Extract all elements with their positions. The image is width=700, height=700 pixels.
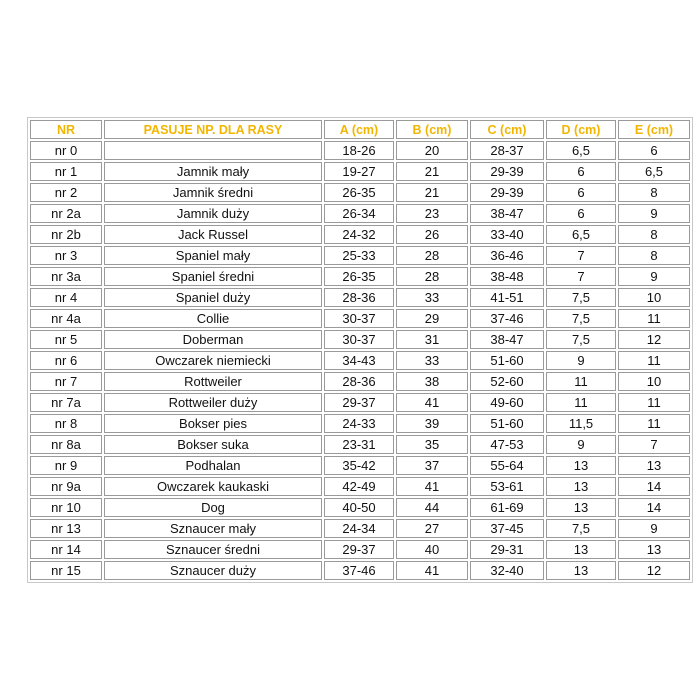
table-row: [30, 162, 690, 181]
cell-e: 8: [618, 246, 690, 265]
cell-a: 24-32: [324, 225, 394, 244]
cell-d: 9: [546, 351, 616, 370]
cell-nr: nr 8a: [30, 435, 102, 454]
cell-a: 18-26: [324, 141, 394, 160]
cell-breed: Jamnik średni: [104, 183, 322, 202]
cell-b: 21: [396, 183, 468, 202]
cell-d: 6: [546, 183, 616, 202]
cell-breed: Podhalan: [104, 456, 322, 475]
cell-c: 38-48: [470, 267, 544, 286]
cell-e: 11: [618, 414, 690, 433]
cell-c: 33-40: [470, 225, 544, 244]
cell-d: 7: [546, 267, 616, 286]
cell-c: 55-64: [470, 456, 544, 475]
cell-c: 29-39: [470, 183, 544, 202]
cell-breed: Sznaucer średni: [104, 540, 322, 559]
cell-e: 11: [618, 309, 690, 328]
cell-e: 10: [618, 288, 690, 307]
cell-nr: nr 4: [30, 288, 102, 307]
cell-breed: Rottweiler duży: [104, 393, 322, 412]
cell-breed: Bokser suka: [104, 435, 322, 454]
cell-nr: nr 9a: [30, 477, 102, 496]
cell-a: 30-37: [324, 330, 394, 349]
cell-breed: Jamnik mały: [104, 162, 322, 181]
cell-a: 28-36: [324, 372, 394, 391]
cell-c: 52-60: [470, 372, 544, 391]
cell-nr: nr 14: [30, 540, 102, 559]
cell-b: 44: [396, 498, 468, 517]
cell-a: 26-35: [324, 183, 394, 202]
cell-b: 23: [396, 204, 468, 223]
cell-breed: Sznaucer duży: [104, 561, 322, 580]
header-row: [30, 120, 690, 139]
table-row: [30, 372, 690, 391]
cell-breed: Owczarek niemiecki: [104, 351, 322, 370]
cell-e: 13: [618, 456, 690, 475]
header-d: D (cm): [546, 120, 616, 139]
cell-breed: Jamnik duży: [104, 204, 322, 223]
cell-a: 37-46: [324, 561, 394, 580]
cell-nr: nr 7: [30, 372, 102, 391]
cell-d: 9: [546, 435, 616, 454]
cell-e: 7: [618, 435, 690, 454]
cell-d: 13: [546, 498, 616, 517]
table-row: [30, 414, 690, 433]
cell-b: 26: [396, 225, 468, 244]
cell-c: 51-60: [470, 414, 544, 433]
cell-breed: Bokser pies: [104, 414, 322, 433]
cell-nr: nr 3a: [30, 267, 102, 286]
cell-a: 19-27: [324, 162, 394, 181]
header-breed: PASUJE NP. DLA RASY: [104, 120, 322, 139]
cell-e: 9: [618, 204, 690, 223]
cell-nr: nr 3: [30, 246, 102, 265]
cell-b: 21: [396, 162, 468, 181]
cell-c: 51-60: [470, 351, 544, 370]
cell-b: 40: [396, 540, 468, 559]
header-a: A (cm): [324, 120, 394, 139]
cell-breed: Spaniel duży: [104, 288, 322, 307]
cell-a: 28-36: [324, 288, 394, 307]
cell-nr: nr 5: [30, 330, 102, 349]
cell-nr: nr 2: [30, 183, 102, 202]
cell-c: 47-53: [470, 435, 544, 454]
cell-b: 33: [396, 351, 468, 370]
cell-c: 36-46: [470, 246, 544, 265]
cell-c: 53-61: [470, 477, 544, 496]
cell-d: 7,5: [546, 330, 616, 349]
cell-d: 7,5: [546, 309, 616, 328]
cell-a: 30-37: [324, 309, 394, 328]
cell-d: 11: [546, 393, 616, 412]
cell-breed: Jack Russel: [104, 225, 322, 244]
cell-breed: Dog: [104, 498, 322, 517]
cell-d: 13: [546, 561, 616, 580]
cell-a: 34-43: [324, 351, 394, 370]
table-row: [30, 225, 690, 244]
table-row: [30, 351, 690, 370]
cell-breed: Owczarek kaukaski: [104, 477, 322, 496]
cell-e: 8: [618, 183, 690, 202]
cell-e: 6: [618, 141, 690, 160]
cell-breed: Rottweiler: [104, 372, 322, 391]
table-row: [30, 498, 690, 517]
table-row: [30, 519, 690, 538]
cell-nr: nr 2a: [30, 204, 102, 223]
table-row: [30, 183, 690, 202]
cell-breed: Sznaucer mały: [104, 519, 322, 538]
cell-breed: Doberman: [104, 330, 322, 349]
cell-breed: Spaniel mały: [104, 246, 322, 265]
cell-nr: nr 8: [30, 414, 102, 433]
cell-b: 38: [396, 372, 468, 391]
table-row: [30, 288, 690, 307]
cell-c: 38-47: [470, 330, 544, 349]
cell-nr: nr 0: [30, 141, 102, 160]
table-body: [30, 141, 690, 580]
cell-breed: [104, 141, 322, 160]
table-row: [30, 246, 690, 265]
cell-c: 37-46: [470, 309, 544, 328]
cell-d: 6,5: [546, 225, 616, 244]
table-row: [30, 540, 690, 559]
cell-d: 13: [546, 477, 616, 496]
cell-d: 6,5: [546, 141, 616, 160]
cell-e: 13: [618, 540, 690, 559]
cell-d: 6: [546, 162, 616, 181]
cell-d: 13: [546, 540, 616, 559]
cell-b: 41: [396, 393, 468, 412]
cell-e: 14: [618, 498, 690, 517]
header-c: C (cm): [470, 120, 544, 139]
header-b: B (cm): [396, 120, 468, 139]
cell-breed: Collie: [104, 309, 322, 328]
header-e: E (cm): [618, 120, 690, 139]
cell-d: 6: [546, 204, 616, 223]
cell-d: 13: [546, 456, 616, 475]
cell-a: 35-42: [324, 456, 394, 475]
cell-a: 24-33: [324, 414, 394, 433]
cell-c: 38-47: [470, 204, 544, 223]
cell-nr: nr 15: [30, 561, 102, 580]
cell-c: 37-45: [470, 519, 544, 538]
table-row: [30, 477, 690, 496]
cell-e: 12: [618, 561, 690, 580]
cell-breed: Spaniel średni: [104, 267, 322, 286]
cell-a: 26-35: [324, 267, 394, 286]
table-row: [30, 267, 690, 286]
cell-b: 39: [396, 414, 468, 433]
cell-a: 26-34: [324, 204, 394, 223]
cell-nr: nr 10: [30, 498, 102, 517]
cell-c: 49-60: [470, 393, 544, 412]
cell-e: 10: [618, 372, 690, 391]
cell-d: 7,5: [546, 288, 616, 307]
cell-nr: nr 4a: [30, 309, 102, 328]
cell-nr: nr 13: [30, 519, 102, 538]
cell-c: 32-40: [470, 561, 544, 580]
cell-b: 31: [396, 330, 468, 349]
cell-d: 11: [546, 372, 616, 391]
cell-d: 11,5: [546, 414, 616, 433]
cell-e: 11: [618, 351, 690, 370]
table-row: [30, 330, 690, 349]
cell-c: 28-37: [470, 141, 544, 160]
cell-a: 29-37: [324, 393, 394, 412]
cell-e: 12: [618, 330, 690, 349]
cell-e: 8: [618, 225, 690, 244]
cell-e: 11: [618, 393, 690, 412]
table-row: [30, 561, 690, 580]
table-row: [30, 456, 690, 475]
table-row: [30, 141, 690, 160]
table-row: [30, 393, 690, 412]
cell-b: 33: [396, 288, 468, 307]
cell-nr: nr 6: [30, 351, 102, 370]
cell-b: 28: [396, 246, 468, 265]
cell-e: 6,5: [618, 162, 690, 181]
cell-e: 9: [618, 519, 690, 538]
cell-b: 29: [396, 309, 468, 328]
cell-a: 25-33: [324, 246, 394, 265]
cell-e: 9: [618, 267, 690, 286]
table-row: [30, 204, 690, 223]
cell-c: 29-31: [470, 540, 544, 559]
cell-b: 37: [396, 456, 468, 475]
cell-b: 41: [396, 561, 468, 580]
cell-b: 20: [396, 141, 468, 160]
cell-a: 24-34: [324, 519, 394, 538]
cell-nr: nr 2b: [30, 225, 102, 244]
cell-d: 7,5: [546, 519, 616, 538]
cell-b: 35: [396, 435, 468, 454]
table-row: [30, 309, 690, 328]
header-nr: NR: [30, 120, 102, 139]
cell-b: 28: [396, 267, 468, 286]
cell-nr: nr 7a: [30, 393, 102, 412]
cell-b: 27: [396, 519, 468, 538]
cell-c: 61-69: [470, 498, 544, 517]
cell-a: 29-37: [324, 540, 394, 559]
cell-c: 41-51: [470, 288, 544, 307]
cell-a: 42-49: [324, 477, 394, 496]
cell-nr: nr 1: [30, 162, 102, 181]
size-table: [27, 117, 693, 583]
cell-a: 40-50: [324, 498, 394, 517]
cell-b: 41: [396, 477, 468, 496]
cell-d: 7: [546, 246, 616, 265]
cell-a: 23-31: [324, 435, 394, 454]
cell-c: 29-39: [470, 162, 544, 181]
cell-nr: nr 9: [30, 456, 102, 475]
table-row: [30, 435, 690, 454]
cell-e: 14: [618, 477, 690, 496]
